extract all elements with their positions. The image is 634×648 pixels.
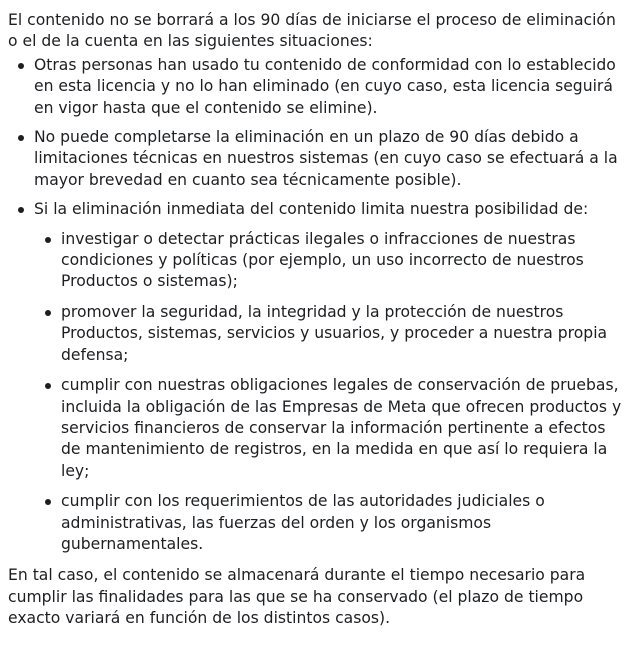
sub-list-item-text: promover la seguridad, la integridad y la protección de nuestros Productos, sistemas, servicios y usuarios, y proceder a nuestra propia defensa; (61, 302, 608, 364)
sub-list-item (34, 375, 626, 482)
list-item-text: Otras personas han usado tu contenido de conformidad con lo establecido en esta licencia y no lo han eliminado (en cuyo caso, esta licencia seguirá en vigor hasta que el contenido se elimine). (34, 55, 616, 117)
intro-paragraph: El contenido no se borrará a los 90 días de iniciarse el proceso de eliminación o el de la cuenta en las siguientes situaciones: (8, 11, 616, 51)
closing-paragraph: En tal caso, el contenido se almacenará durante el tiempo necesario para cumplir las finalidades para las que se ha conservado (el plazo de tiempo exacto variará en función de los distintos casos). (8, 566, 586, 628)
sub-conditions-list (34, 229, 626, 556)
conditions-list (8, 55, 626, 556)
sub-list-item (34, 491, 626, 555)
sub-list-item-text: cumplir con los requerimientos de las autoridades judiciales o administrativas, las fuerzas del orden y los organismos gubernamentales. (61, 492, 545, 553)
list-item-text: No puede completarse la eliminación en un plazo de 90 días debido a limitaciones técnicas en nuestros sistemas (en cuyo caso se efectuará a la mayor brevedad en cuanto sea técnicamente posible). (34, 128, 618, 189)
sub-list-item (34, 229, 626, 293)
list-item (8, 127, 626, 191)
sub-list-item-text: investigar o detectar prácticas ilegales o infracciones de nuestras condiciones y políticas (por ejemplo, un uso incorrecto de nuestros Productos o sistemas); (61, 229, 584, 291)
list-item-text: Si la eliminación inmediata del contenido limita nuestra posibilidad de: (34, 200, 589, 219)
list-item (8, 55, 626, 119)
sub-list-item (34, 302, 626, 366)
list-item (8, 199, 626, 555)
sub-list-item-text: cumplir con nuestras obligaciones legales de conservación de pruebas, incluida la obligación de las Empresas de Meta que ofrecen productos y servicios financieros de conservar la información pertinente a efectos de mantenimiento de registros, en la medida en que así lo requiera la ley; (61, 376, 622, 480)
